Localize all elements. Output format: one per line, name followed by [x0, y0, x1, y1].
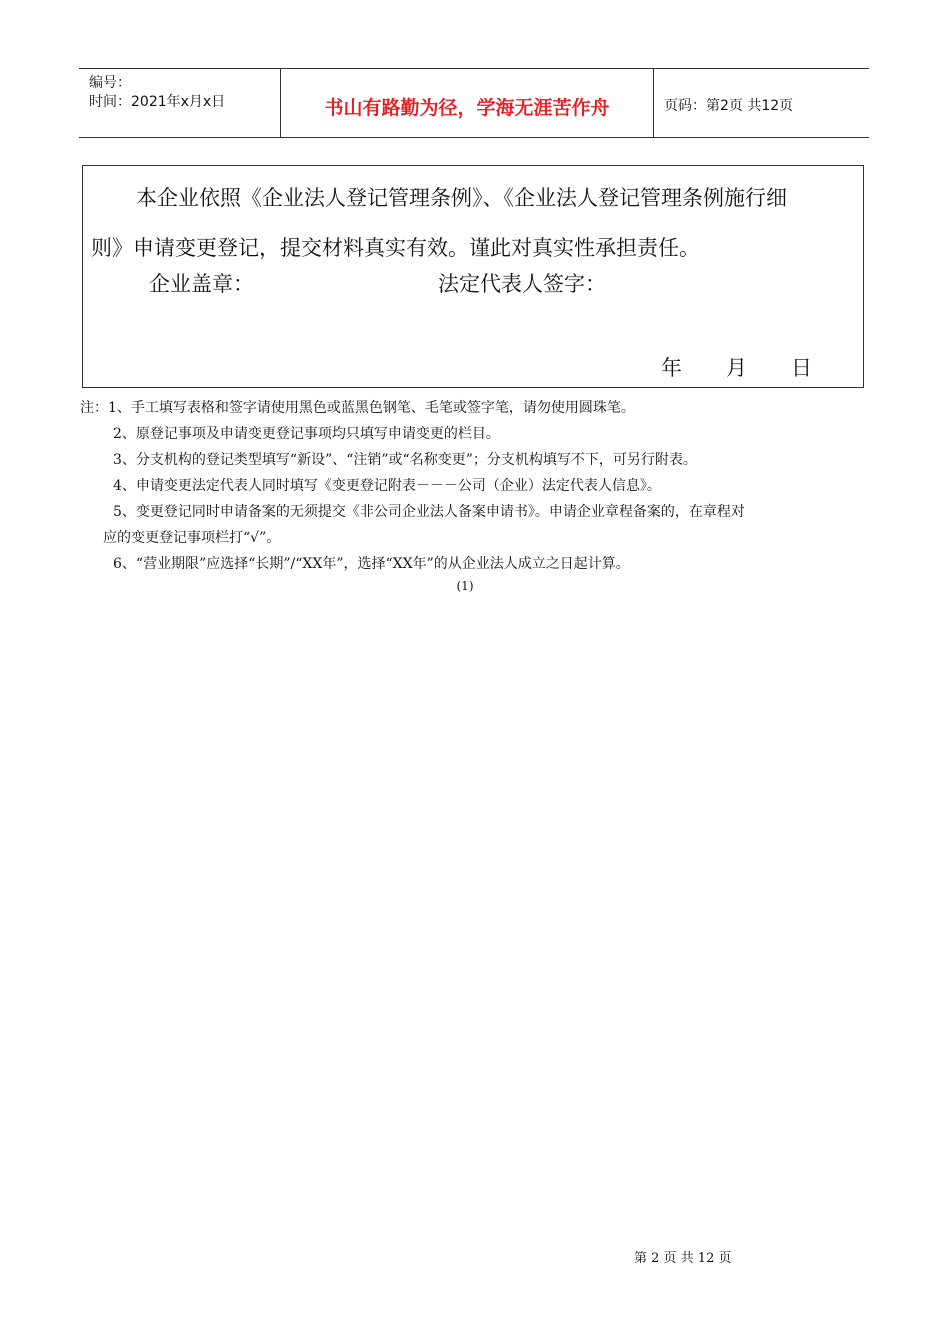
- note-1: 注：1、手工填写表格和签字请使用黑色或蓝黑色钢笔、毛笔或签字笔，请勿使用圆珠笔。: [80, 400, 635, 416]
- date-year: 年: [661, 356, 682, 380]
- header-motto: 书山有路勤为径，学海无涯苦作舟: [324, 97, 610, 119]
- document-time-label: 时间：2021年x月x日: [89, 94, 226, 110]
- header-motto-cell: [281, 69, 654, 137]
- note-4: 4、申请变更法定代表人同时填写《变更登记附表－－－公司（企业）法定代表人信息》。: [113, 478, 661, 494]
- note-2: 2、原登记事项及申请变更登记事项均只填写申请变更的栏目。: [113, 426, 500, 442]
- note-5: 5、变更登记同时申请备案的无须提交《非公司企业法人备案申请书》。申请企业章程备案的，在章程对: [113, 504, 745, 520]
- declaration-line-1: 本企业依照《企业法人登记管理条例》、《企业法人登记管理条例施行细: [136, 186, 787, 210]
- header-meta-cell: [79, 69, 281, 137]
- page-header: [79, 68, 869, 138]
- legal-representative-signature-label: 法定代表人签字：: [438, 272, 606, 296]
- header-page-info: 页码：第2页 共12页: [664, 98, 794, 114]
- section-page-marker: (1): [456, 579, 474, 593]
- declaration-box: [82, 165, 864, 388]
- company-seal-label: 企业盖章：: [149, 272, 254, 296]
- notes-section: [80, 395, 880, 595]
- date-month: 月: [726, 356, 747, 380]
- note-3: 3、分支机构的登记类型填写“新设”、“注销”或“名称变更”；分支机构填写不下，可另行附表。: [113, 452, 697, 468]
- document-number-label: 编号：: [89, 75, 131, 91]
- declaration-date: [661, 352, 812, 382]
- note-5-continued: 应的变更登记事项栏打“√”。: [103, 530, 281, 546]
- note-6: 6、“营业期限”应选择“长期”/“XX年”，选择“XX年”的从企业法人成立之日起计算。: [113, 556, 630, 572]
- page-footer: 第 2 页 共 12 页: [634, 1251, 732, 1266]
- declaration-line-2: 则》申请变更登记，提交材料真实有效。谨此对真实性承担责任。: [91, 236, 700, 260]
- date-day: 日: [791, 356, 812, 380]
